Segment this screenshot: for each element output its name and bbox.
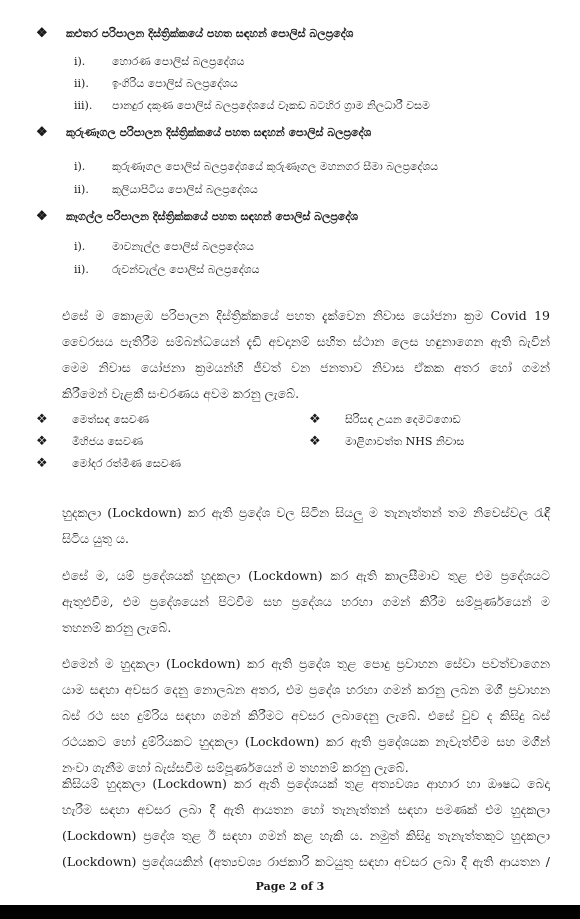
diamond-bullet-icon: ❖ — [309, 434, 321, 449]
diamond-bullet-icon: ❖ — [36, 412, 48, 427]
paragraph: එසේ ම, යම් ප්‍රදේශයක් හුදකලා (Lockdown) කර ඇති කාලසීමාව තුළ එම ප්‍රදේශයට ඇතුළුවීම, එම ප්‍රදේශයෙන් පිටවීම සහ ප්‍රදේශය හරහා ගමන් කිරීම සම්පූර්ණයෙන් ම තහනම් කරනු ලැබේ. — [62, 568, 550, 635]
paragraph: එමෙන් ම හුදකලා (Lockdown) කර ඇති ප්‍රදේශ තුළ පොදු ප්‍රවාහන සේවා පවත්වාගෙන යාම සඳහා අවසර දෙනු නොලබන අතර, එම ප්‍රදේශ හරහා ගමන් කරනු ලබන මගී ප්‍රවාහන බස් රථ සහ දුම්රිය සඳහා ගමන් කිරීමට අවසර ලබාදෙනු ලැබේ. එසේ වුව ද කිසිදු බස් රථයකට හෝ දුම්රියකට හුදකලා (Lockdown) කර ඇති ප්‍රදේශයක නැවැත්වීම සහ මගීන් නංවා ගැනීම හෝ බැස්සවීම සම්පූර්ණයෙන් ම තහනම් කරනු ලැබේ. — [62, 656, 550, 775]
housing-item: ❖ මෙත්සඳ සෙවණ — [36, 412, 150, 427]
housing-item: ❖ සිරිසඳ උයන දෙමටගොඩ — [309, 412, 461, 427]
diamond-bullet-icon: ❖ — [36, 26, 48, 41]
housing-item: ❖ මෝදර රත්මිණ සෙවණ — [36, 456, 182, 471]
bottom-edge-bar — [0, 905, 580, 919]
housing-item: ❖ මිහිජය සෙවණ — [36, 434, 144, 449]
list-item: iii). පානදුර දකුණ පොලිස් බලප්‍රදේශයේ වෑකඩ බටහිර ග්‍රාම නිලධාරී වසම — [74, 99, 430, 112]
diamond-bullet-icon: ❖ — [36, 456, 48, 471]
paragraph: හුදකලා (Lockdown) කර ඇති ප්‍රදේශ වල සිටින සියලු ම තැනැත්තන් තම නිවෙස්වල රැඳී සිටිය යුතු ය. — [62, 505, 550, 546]
list-item: ii). ඉංගිරිය පොලිස් බලප්‍රදේශය — [74, 77, 238, 90]
section-heading: ❖ කළුතර පරිපාලන දිස්ත්‍රික්කයේ පහත සඳහන් පොලිස් බලප්‍රදේශ — [36, 26, 354, 41]
housing-item: ❖ මාළිගාවත්ත NHS නිවාස — [309, 434, 465, 449]
section-heading: ❖ කෑගල්ල පරිපාලන දිස්ත්‍රික්කයේ පහත සඳහන් පොලිස් බලප්‍රදේශ — [36, 209, 359, 224]
section-heading: ❖ කුරුණෑගල පරිපාලන දිස්ත්‍රික්කයේ පහත සඳහන් පොලිස් බලප්‍රදේශ — [36, 125, 372, 140]
diamond-bullet-icon: ❖ — [36, 434, 48, 449]
paragraph: කිසියම් හුදකලා (Lockdown) කර ඇති ප්‍රදේශයක් තුළ අත්‍යවශ්‍ය ආහාර හා ඖෂධ බෙදා හැරීම සඳහා අවසර ලබා දී ඇති ආයතන හෝ තැනැත්තන් සඳහා පමණක් එම හුදකලා (Lockdown) ප්‍රදේශ තුළ ඊ සඳහා ගමන් කළ හැකි ය. නමුත් කිසිදු තැනැත්තකුට හුදකලා (Lockdown) ප්‍රදේශයකින් (අත්‍යවශ්‍ය රාජකාරි කටයුතු සඳහා අවසර ලබා දී ඇති ආයතන / — [62, 776, 550, 869]
page-number: Page 2 of 3 — [255, 880, 325, 893]
diamond-bullet-icon: ❖ — [309, 412, 321, 427]
list-item: ii). කුලියාපිටිය පොලිස් බලප්‍රදේශය — [74, 183, 258, 196]
diamond-bullet-icon: ❖ — [36, 209, 48, 224]
list-item: i). කුරුණෑගල පොලිස් බලප්‍රදේශයේ කුරුණෑගල මහනගර සීමා බලප්‍රදේශය — [74, 160, 439, 173]
diamond-bullet-icon: ❖ — [36, 125, 48, 140]
paragraph: එසේ ම කොළඹ පරිපාලන දිස්ත්‍රික්කයේ පහත දැක්වෙන නිවාස යෝජනා ක්‍රම Covid 19 වෛරසය පැතිරීම සම්බන්ධයෙන් දැඩි අවදානම් සහිත ස්ථාන ලෙස හඳුනාගෙන ඇති බැවින් මෙම නිවාස යෝජනා ක්‍රමයන්හි ජීවත් වන ජනතාව නිවාස ඒකක අතර හෝ ගමන් කිරීමෙන් වැළකී සංචරණය අවම කරනු ලැබේ. — [62, 308, 550, 401]
list-item: i). මාවනැල්ල පොලිස් බලප්‍රදේශය — [74, 240, 254, 253]
list-item: ii). රුවන්වැල්ල පොලිස් බලප්‍රදේශය — [74, 263, 260, 276]
list-item: i). හොරණ පොලිස් බලප්‍රදේශය — [74, 55, 245, 68]
